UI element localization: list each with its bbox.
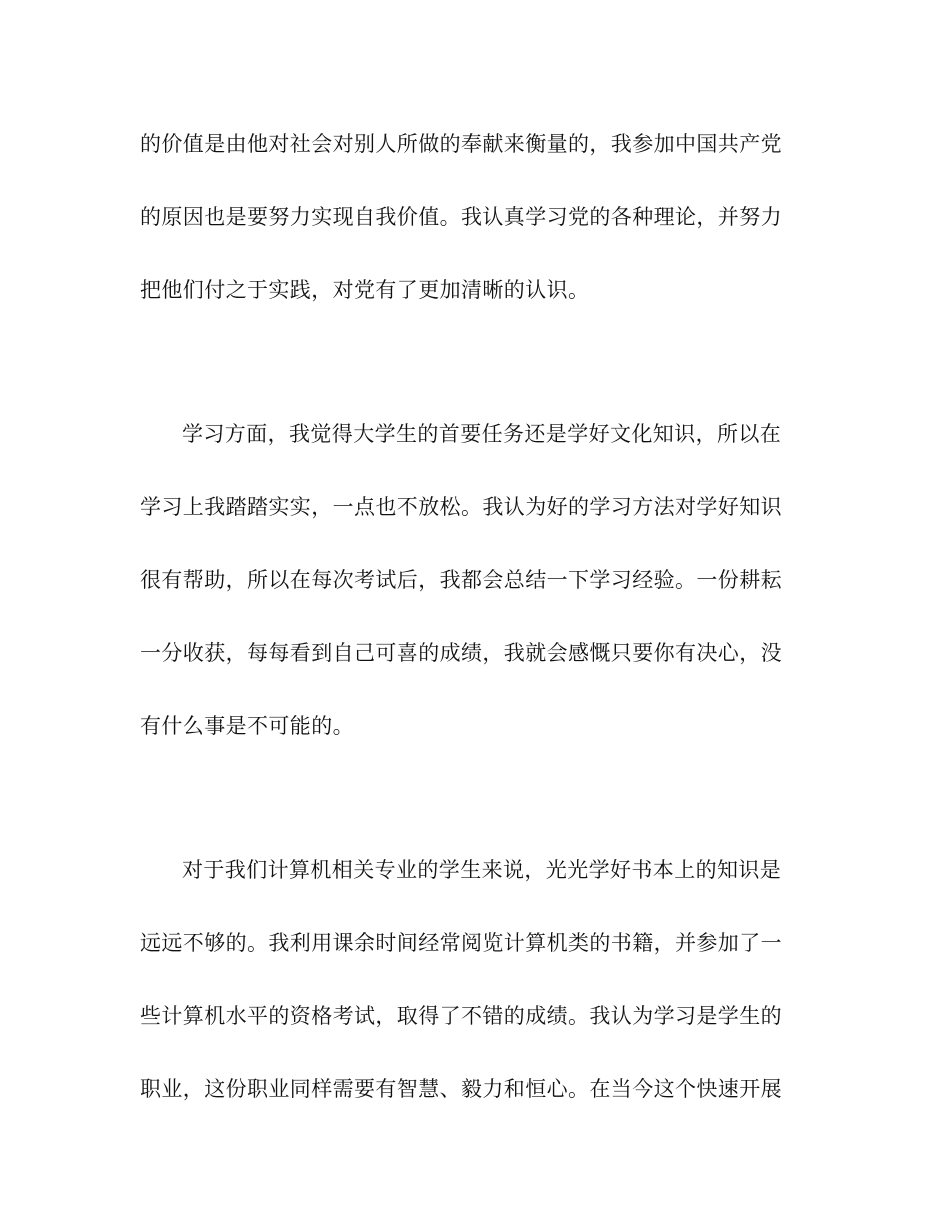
paragraph-1-line-3: 把他们付之于实践，对党有了更加清晰的认识。 xyxy=(140,278,590,302)
paragraph-2-line-2: 学习上我踏踏实实，一点也不放松。我认为好的学习方法对学好知识 xyxy=(140,495,782,519)
paragraph-1-line-2: 的原因也是要努力实现自我价值。我认真学习党的各种理论，并努力 xyxy=(140,205,782,229)
paragraph-3-line-2: 远远不够的。我利用课余时间经常阅览计算机类的书籍，并参加了一 xyxy=(140,931,782,955)
paragraph-2-line-5: 有什么事是不可能的。 xyxy=(140,714,354,738)
paragraph-3-line-4: 职业，这份职业同样需要有智慧、毅力和恒心。在当今这个快速开展 xyxy=(140,1077,782,1101)
paragraph-2-line-1: 学习方面，我觉得大学生的首要任务还是学好文化知识，所以在 xyxy=(182,422,782,446)
paragraph-1-line-1: 的价值是由他对社会对别人所做的奉献来衡量的，我参加中国共产党 xyxy=(140,132,782,156)
paragraph-2-line-3: 很有帮助，所以在每次考试后，我都会总结一下学习经验。一份耕耘 xyxy=(140,568,782,592)
paragraph-3-line-1: 对于我们计算机相关专业的学生来说，光光学好书本上的知识是 xyxy=(182,858,782,882)
paragraph-2-line-4: 一分收获，每每看到自己可喜的成绩，我就会感慨只要你有决心，没 xyxy=(140,641,782,665)
paragraph-3-line-3: 些计算机水平的资格考试，取得了不错的成绩。我认为学习是学生的 xyxy=(140,1004,782,1028)
